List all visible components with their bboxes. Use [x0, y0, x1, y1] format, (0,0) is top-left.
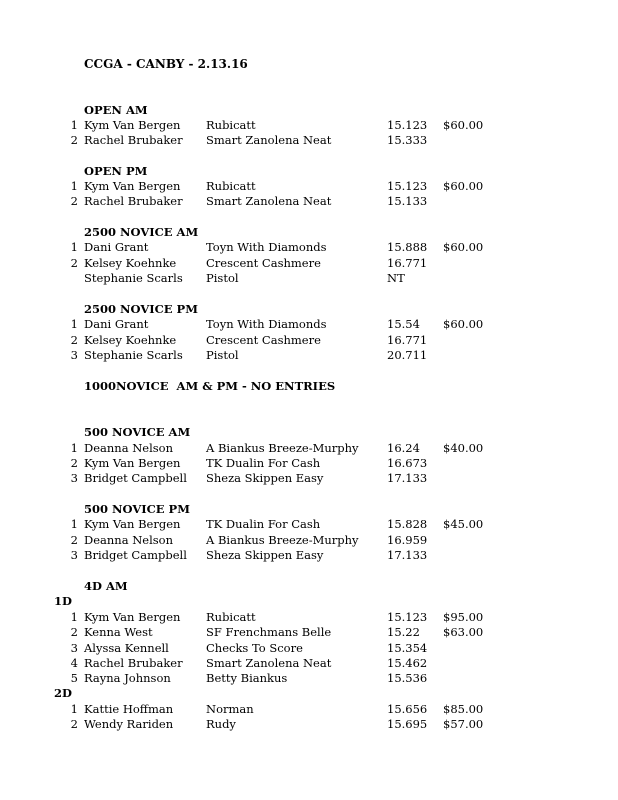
run-time: 15.54: [387, 317, 420, 331]
run-time: 15.333: [387, 133, 428, 147]
place: 2: [70, 456, 78, 470]
horse-name: Rubicatt: [206, 179, 256, 193]
run-time: 15.888: [387, 240, 428, 254]
horse-name: Toyn With Diamonds: [206, 240, 327, 254]
result-row: [0, 640, 618, 656]
section-header-open-pm: OPEN PM: [84, 164, 148, 178]
document-title: CCGA - CANBY - 2.13.16: [84, 57, 248, 71]
result-row: [0, 178, 618, 194]
result-row: [0, 547, 618, 563]
rider-name: Kelsey Koehnke: [84, 333, 177, 347]
run-time: 15.133: [387, 194, 428, 208]
result-row: [0, 132, 618, 148]
run-time: 16.24: [387, 441, 420, 455]
rider-name: Deanna Nelson: [84, 533, 173, 547]
rider-name: Kattie Hoffman: [84, 702, 174, 716]
run-time: 15.22: [387, 625, 420, 639]
horse-name: Checks To Score: [206, 641, 303, 655]
horse-name: TK Dualin For Cash: [206, 517, 321, 531]
rider-name: Kenna West: [84, 625, 153, 639]
place: 2: [70, 256, 78, 270]
horse-name: Norman: [206, 702, 254, 716]
run-time: 16.771: [387, 333, 428, 347]
horse-name: Pistol: [206, 271, 239, 285]
section-header-open-am: OPEN AM: [84, 103, 148, 117]
rider-name: Kym Van Bergen: [84, 118, 181, 132]
rider-name: Deanna Nelson: [84, 441, 173, 455]
place: 3: [70, 548, 78, 562]
run-time: 15.354: [387, 641, 428, 655]
run-time: 17.133: [387, 471, 428, 485]
section-header-1000-novice: 1000NOVICE AM & PM - NO ENTRIES: [84, 379, 336, 393]
result-row: [0, 655, 618, 671]
horse-name: A Biankus Breeze-Murphy: [206, 533, 359, 547]
result-row: [0, 316, 618, 332]
place: 2: [70, 533, 78, 547]
rider-name: Kym Van Bergen: [84, 179, 181, 193]
rider-name: Dani Grant: [84, 317, 149, 331]
run-time: 15.695: [387, 717, 428, 731]
run-time: 20.711: [387, 348, 428, 362]
section-header-2500-novice-pm: 2500 NOVICE PM: [84, 302, 198, 316]
division-label-2d: 2D: [54, 686, 72, 700]
place: 1: [70, 179, 78, 193]
rider-name: Bridget Campbell: [84, 471, 187, 485]
result-row: [0, 470, 618, 486]
rider-name: Bridget Campbell: [84, 548, 187, 562]
run-time: 15.123: [387, 610, 428, 624]
horse-name: Smart Zanolena Neat: [206, 656, 332, 670]
result-row: [0, 455, 618, 471]
horse-name: Toyn With Diamonds: [206, 317, 327, 331]
run-time: 15.828: [387, 517, 428, 531]
division-label-1d: 1D: [54, 594, 72, 608]
payout: $85.00: [443, 702, 484, 716]
result-row: [0, 670, 618, 686]
run-time: 15.123: [387, 118, 428, 132]
run-time: NT: [387, 271, 405, 285]
run-time: 15.123: [387, 179, 428, 193]
place: 1: [70, 118, 78, 132]
rider-name: Rachel Brubaker: [84, 133, 183, 147]
run-time: 15.536: [387, 671, 428, 685]
rider-name: Dani Grant: [84, 240, 149, 254]
payout: $45.00: [443, 517, 484, 531]
run-time: 16.771: [387, 256, 428, 270]
result-row: [0, 332, 618, 348]
result-row: [0, 255, 618, 271]
horse-name: Sheza Skippen Easy: [206, 548, 324, 562]
run-time: 15.656: [387, 702, 428, 716]
rider-name: Wendy Rariden: [84, 717, 174, 731]
result-row: [0, 516, 618, 532]
result-row: [0, 239, 618, 255]
section-header-500-novice-am: 500 NOVICE AM: [84, 425, 191, 439]
horse-name: Betty Biankus: [206, 671, 288, 685]
place: 5: [70, 671, 78, 685]
payout: $40.00: [443, 441, 484, 455]
horse-name: Sheza Skippen Easy: [206, 471, 324, 485]
result-row: [0, 624, 618, 640]
horse-name: TK Dualin For Cash: [206, 456, 321, 470]
horse-name: SF Frenchmans Belle: [206, 625, 332, 639]
payout: $95.00: [443, 610, 484, 624]
result-row: [0, 193, 618, 209]
rider-name: Kym Van Bergen: [84, 610, 181, 624]
payout: $60.00: [443, 179, 484, 193]
place: 1: [70, 517, 78, 531]
run-time: 15.462: [387, 656, 428, 670]
result-row: [0, 609, 618, 625]
horse-name: Smart Zanolena Neat: [206, 194, 332, 208]
place: 2: [70, 717, 78, 731]
place: 4: [70, 656, 78, 670]
place: 3: [70, 471, 78, 485]
result-row: [0, 532, 618, 548]
place: 1: [70, 240, 78, 254]
payout: $57.00: [443, 717, 484, 731]
result-row: [0, 117, 618, 133]
section-header-2500-novice-am: 2500 NOVICE AM: [84, 225, 199, 239]
horse-name: Rudy: [206, 717, 236, 731]
place: 1: [70, 441, 78, 455]
place: 2: [70, 625, 78, 639]
place: 1: [70, 702, 78, 716]
horse-name: Rubicatt: [206, 610, 256, 624]
result-row: [0, 716, 618, 732]
place: 1: [70, 610, 78, 624]
rider-name: Stephanie Scarls: [84, 348, 183, 362]
place: 1: [70, 317, 78, 331]
result-row: [0, 270, 618, 286]
payout: $63.00: [443, 625, 484, 639]
section-header-500-novice-pm: 500 NOVICE PM: [84, 502, 190, 516]
place: 2: [70, 333, 78, 347]
run-time: 16.959: [387, 533, 428, 547]
payout: $60.00: [443, 317, 484, 331]
place: 3: [70, 348, 78, 362]
rider-name: Alyssa Kennell: [84, 641, 169, 655]
rider-name: Rayna Johnson: [84, 671, 171, 685]
place: 3: [70, 641, 78, 655]
run-time: 17.133: [387, 548, 428, 562]
payout: $60.00: [443, 118, 484, 132]
rider-name: Kelsey Koehnke: [84, 256, 177, 270]
place: 2: [70, 133, 78, 147]
rider-name: Rachel Brubaker: [84, 656, 183, 670]
horse-name: A Biankus Breeze-Murphy: [206, 441, 359, 455]
result-row: [0, 701, 618, 717]
horse-name: Rubicatt: [206, 118, 256, 132]
section-header-4d-am: 4D AM: [84, 579, 128, 593]
result-row: [0, 440, 618, 456]
place: 2: [70, 194, 78, 208]
horse-name: Crescent Cashmere: [206, 333, 321, 347]
rider-name: Stephanie Scarls: [84, 271, 183, 285]
rider-name: Kym Van Bergen: [84, 456, 181, 470]
run-time: 16.673: [387, 456, 428, 470]
horse-name: Pistol: [206, 348, 239, 362]
horse-name: Smart Zanolena Neat: [206, 133, 332, 147]
rider-name: Rachel Brubaker: [84, 194, 183, 208]
horse-name: Crescent Cashmere: [206, 256, 321, 270]
rider-name: Kym Van Bergen: [84, 517, 181, 531]
payout: $60.00: [443, 240, 484, 254]
result-row: [0, 347, 618, 363]
